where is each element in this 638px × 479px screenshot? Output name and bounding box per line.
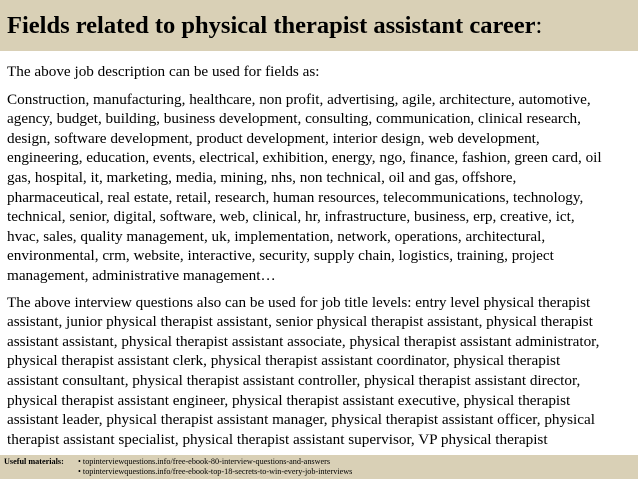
- job-titles-line: physical therapist assistant clerk, physical therapist assistant coordinator, physical therapist: [7, 352, 561, 370]
- footer-label: Useful materials:: [4, 457, 64, 466]
- job-titles-line: assistant leader, physical therapist assistant manager, physical therapist assistant officer, physical: [7, 411, 595, 429]
- job-titles-line: assistant assistant, physical therapist assistant associate, physical therapist assistant administrator,: [7, 332, 600, 350]
- job-titles-line: physical therapist assistant engineer, physical therapist assistant executive, physical therapist: [7, 391, 571, 409]
- footer-row: [4, 467, 638, 477]
- fields-paragraph: [7, 90, 633, 286]
- page-title: [7, 12, 638, 40]
- fields-line: gas, hospital, it, marketing, media, mining, nhs, non technical, oil and gas, offshore,: [7, 168, 517, 186]
- page-title-text: Fields related to physical therapist assistant career: [7, 12, 536, 39]
- fields-line: pharmaceutical, real estate, retail, research, human resources, telecommunications, technology,: [7, 188, 584, 206]
- intro-text: The above job description can be used for fields as:: [7, 63, 320, 80]
- header-band: [0, 0, 638, 51]
- job-titles-line: assistant, junior physical therapist assistant, senior physical therapist assistant, physical therapist: [7, 313, 593, 331]
- page-title-colon: :: [535, 12, 543, 39]
- fields-line: management, administrative management…: [7, 266, 276, 284]
- fields-line: Construction, manufacturing, healthcare, non profit, advertising, agile, architecture, automotive,: [7, 90, 591, 108]
- footer-row: [4, 457, 638, 467]
- footer-band: [0, 455, 638, 479]
- fields-line: design, software development, product development, interior design, web development,: [7, 129, 540, 147]
- fields-line: technical, senior, digital, software, web, clinical, hr, infrastructure, business, erp, creative, ict,: [7, 208, 575, 226]
- main-content: [7, 62, 633, 456]
- footer-label-spacer: [4, 467, 78, 477]
- fields-line: hvac, sales, quality management, uk, implementation, network, operations, architectural,: [7, 227, 546, 245]
- job-titles-line: The above interview questions also can be used for job title levels: entry level physical therapist: [7, 293, 591, 311]
- job-titles-line: assistant consultant, physical therapist assistant controller, physical therapist assistant director,: [7, 371, 581, 389]
- job-titles-line: therapist assistant specialist, physical therapist assistant supervisor, VP physical therapist: [7, 430, 548, 448]
- fields-line: environmental, crm, website, interactive, security, supply chain, logistics, training, project: [7, 247, 554, 265]
- fields-line: agency, budget, building, business development, consulting, communication, clinical research,: [7, 110, 581, 128]
- fields-line: engineering, education, events, electrical, exhibition, energy, ngo, finance, fashion, green card, oil: [7, 149, 602, 167]
- job-titles-paragraph: [7, 293, 633, 450]
- footer-link[interactable]: • topinterviewquestions.info/free-ebook-80-interview-questions-and-answers: [78, 457, 331, 466]
- footer-link[interactable]: • topinterviewquestions.info/free-ebook-top-18-secrets-to-win-every-job-interviews: [78, 467, 353, 476]
